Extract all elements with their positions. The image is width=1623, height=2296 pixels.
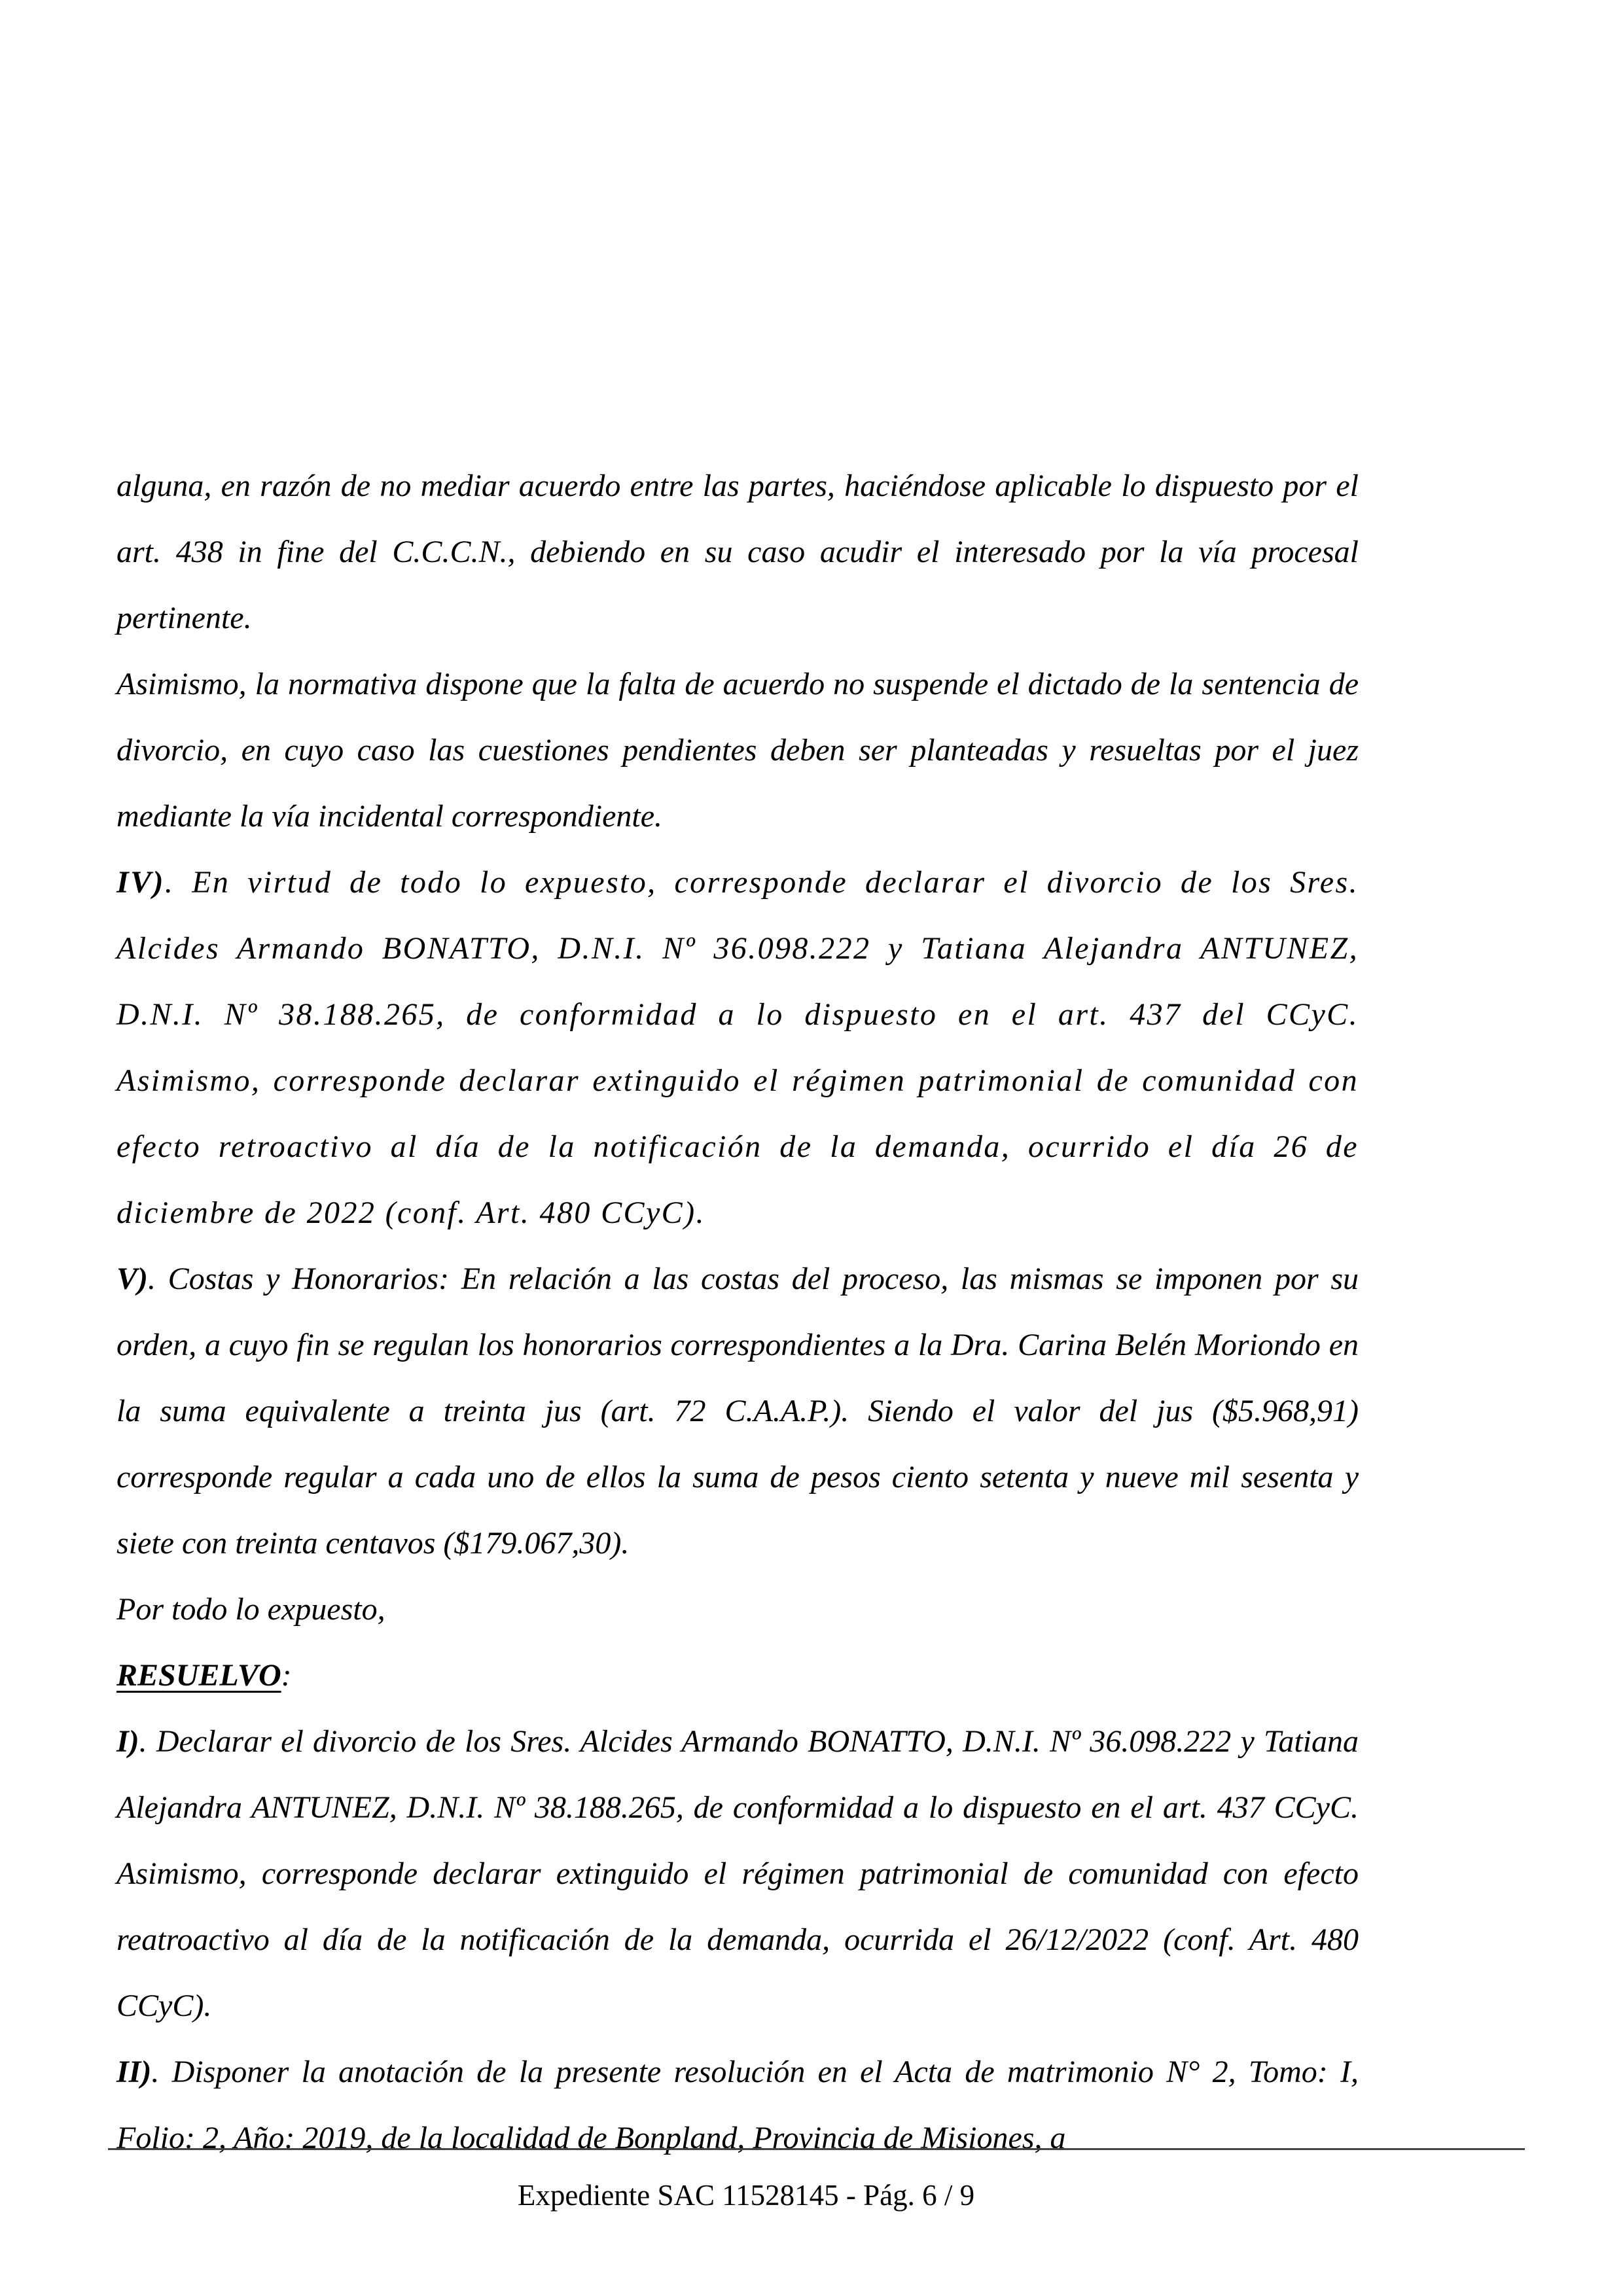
paragraph-normativa [116, 651, 1359, 849]
paragraph-text: Asimismo, corresponde declarar extinguido el régimen patrimonial de comunidad con efecto retroactivo al día de la notificación de la demanda, ocurrido el día 26 de diciembre de 2022 (conf. Art. 480 CCyC). [116, 1063, 1359, 1230]
paragraph-text: Por todo lo expuesto, [116, 1592, 385, 1627]
paragraph-section-iv [116, 849, 1359, 1246]
paragraph-text: . Costas y Honorarios: En relación a las costas del proceso, las mismas se imponen por su orden, a cuyo fin se regulan los honorarios correspondientes a la Dra. Carina Belén Moriondo en la suma equivalente a treinta jus (art. 72 C.A.A.P.). Siendo el valor del jus ($5.968,91) corresponde regular a cada uno de ellos la suma de pesos ciento setenta y nueve mil sesenta y siete con treinta centavos ($179.067,30). [116, 1262, 1359, 1561]
document-body [116, 453, 1359, 2171]
resuelvo-colon: : [281, 1658, 292, 1693]
section-label: II) [116, 2055, 152, 2089]
paragraph-resolution-ii [116, 2039, 1359, 2171]
paragraph-costs-continuation [116, 453, 1359, 651]
paragraph-text: . En virtud de todo lo expuesto, corresponde declarar el divorcio de los Sres. Alcides Armando BONATTO, D.N.I. Nº 36.098.222 y Tatiana Alejandra ANTUNEZ, D.N.I. Nº 38.188.265, de conformidad a lo dispuesto en el art. 437 del CCyC. [116, 865, 1359, 1032]
page-footer: Expediente SAC 11528145 - Pág. 6 / 9 [517, 2179, 975, 2212]
paragraph-conclusion [116, 1576, 1359, 1642]
paragraph-text: alguna, en razón de no mediar acuerdo entre las partes, haciéndose aplicable lo dispuesto por el art. 438 in fine del C.C.C.N., debiendo en su caso acudir el interesado por la vía procesal pertinente. [116, 468, 1359, 635]
paragraph-resolution-i [116, 1708, 1359, 2039]
resuelvo-title: RESUELVO [116, 1658, 281, 1693]
resuelvo-heading [116, 1642, 1359, 1708]
paragraph-text: . Disponer la anotación de la presente resolución en el Acta de matrimonio N° 2, Tomo: I, Folio: 2, Año: 2019, de la localidad de Bonpland, Provincia de Misiones, a [116, 2055, 1359, 2155]
paragraph-text: Asimismo, la normativa dispone que la falta de acuerdo no suspende el dictado de la sentencia de divorcio, en cuyo caso las cuestiones pendientes deben ser planteadas y resueltas por el juez mediante la vía incidental correspondiente. [116, 667, 1359, 834]
paragraph-text: . Declarar el divorcio de los Sres. Alcides Armando BONATTO, D.N.I. Nº 36.098.222 y Tatiana Alejandra ANTUNEZ, D.N.I. Nº 38.188.265, de conformidad a lo dispuesto en el art. 437 CCyC. Asimismo, corresponde declarar extinguido el régimen patrimonial de comunidad con efecto reatroactivo al día de la notificación de la demanda, ocurrida el 26/12/2022 (conf. Art. 480 CCyC). [116, 1724, 1359, 2023]
footer-divider [108, 2148, 1525, 2150]
paragraph-section-v [116, 1246, 1359, 1576]
section-label: IV) [116, 865, 165, 900]
section-label: I) [116, 1724, 139, 1759]
section-label: V) [116, 1262, 148, 1296]
